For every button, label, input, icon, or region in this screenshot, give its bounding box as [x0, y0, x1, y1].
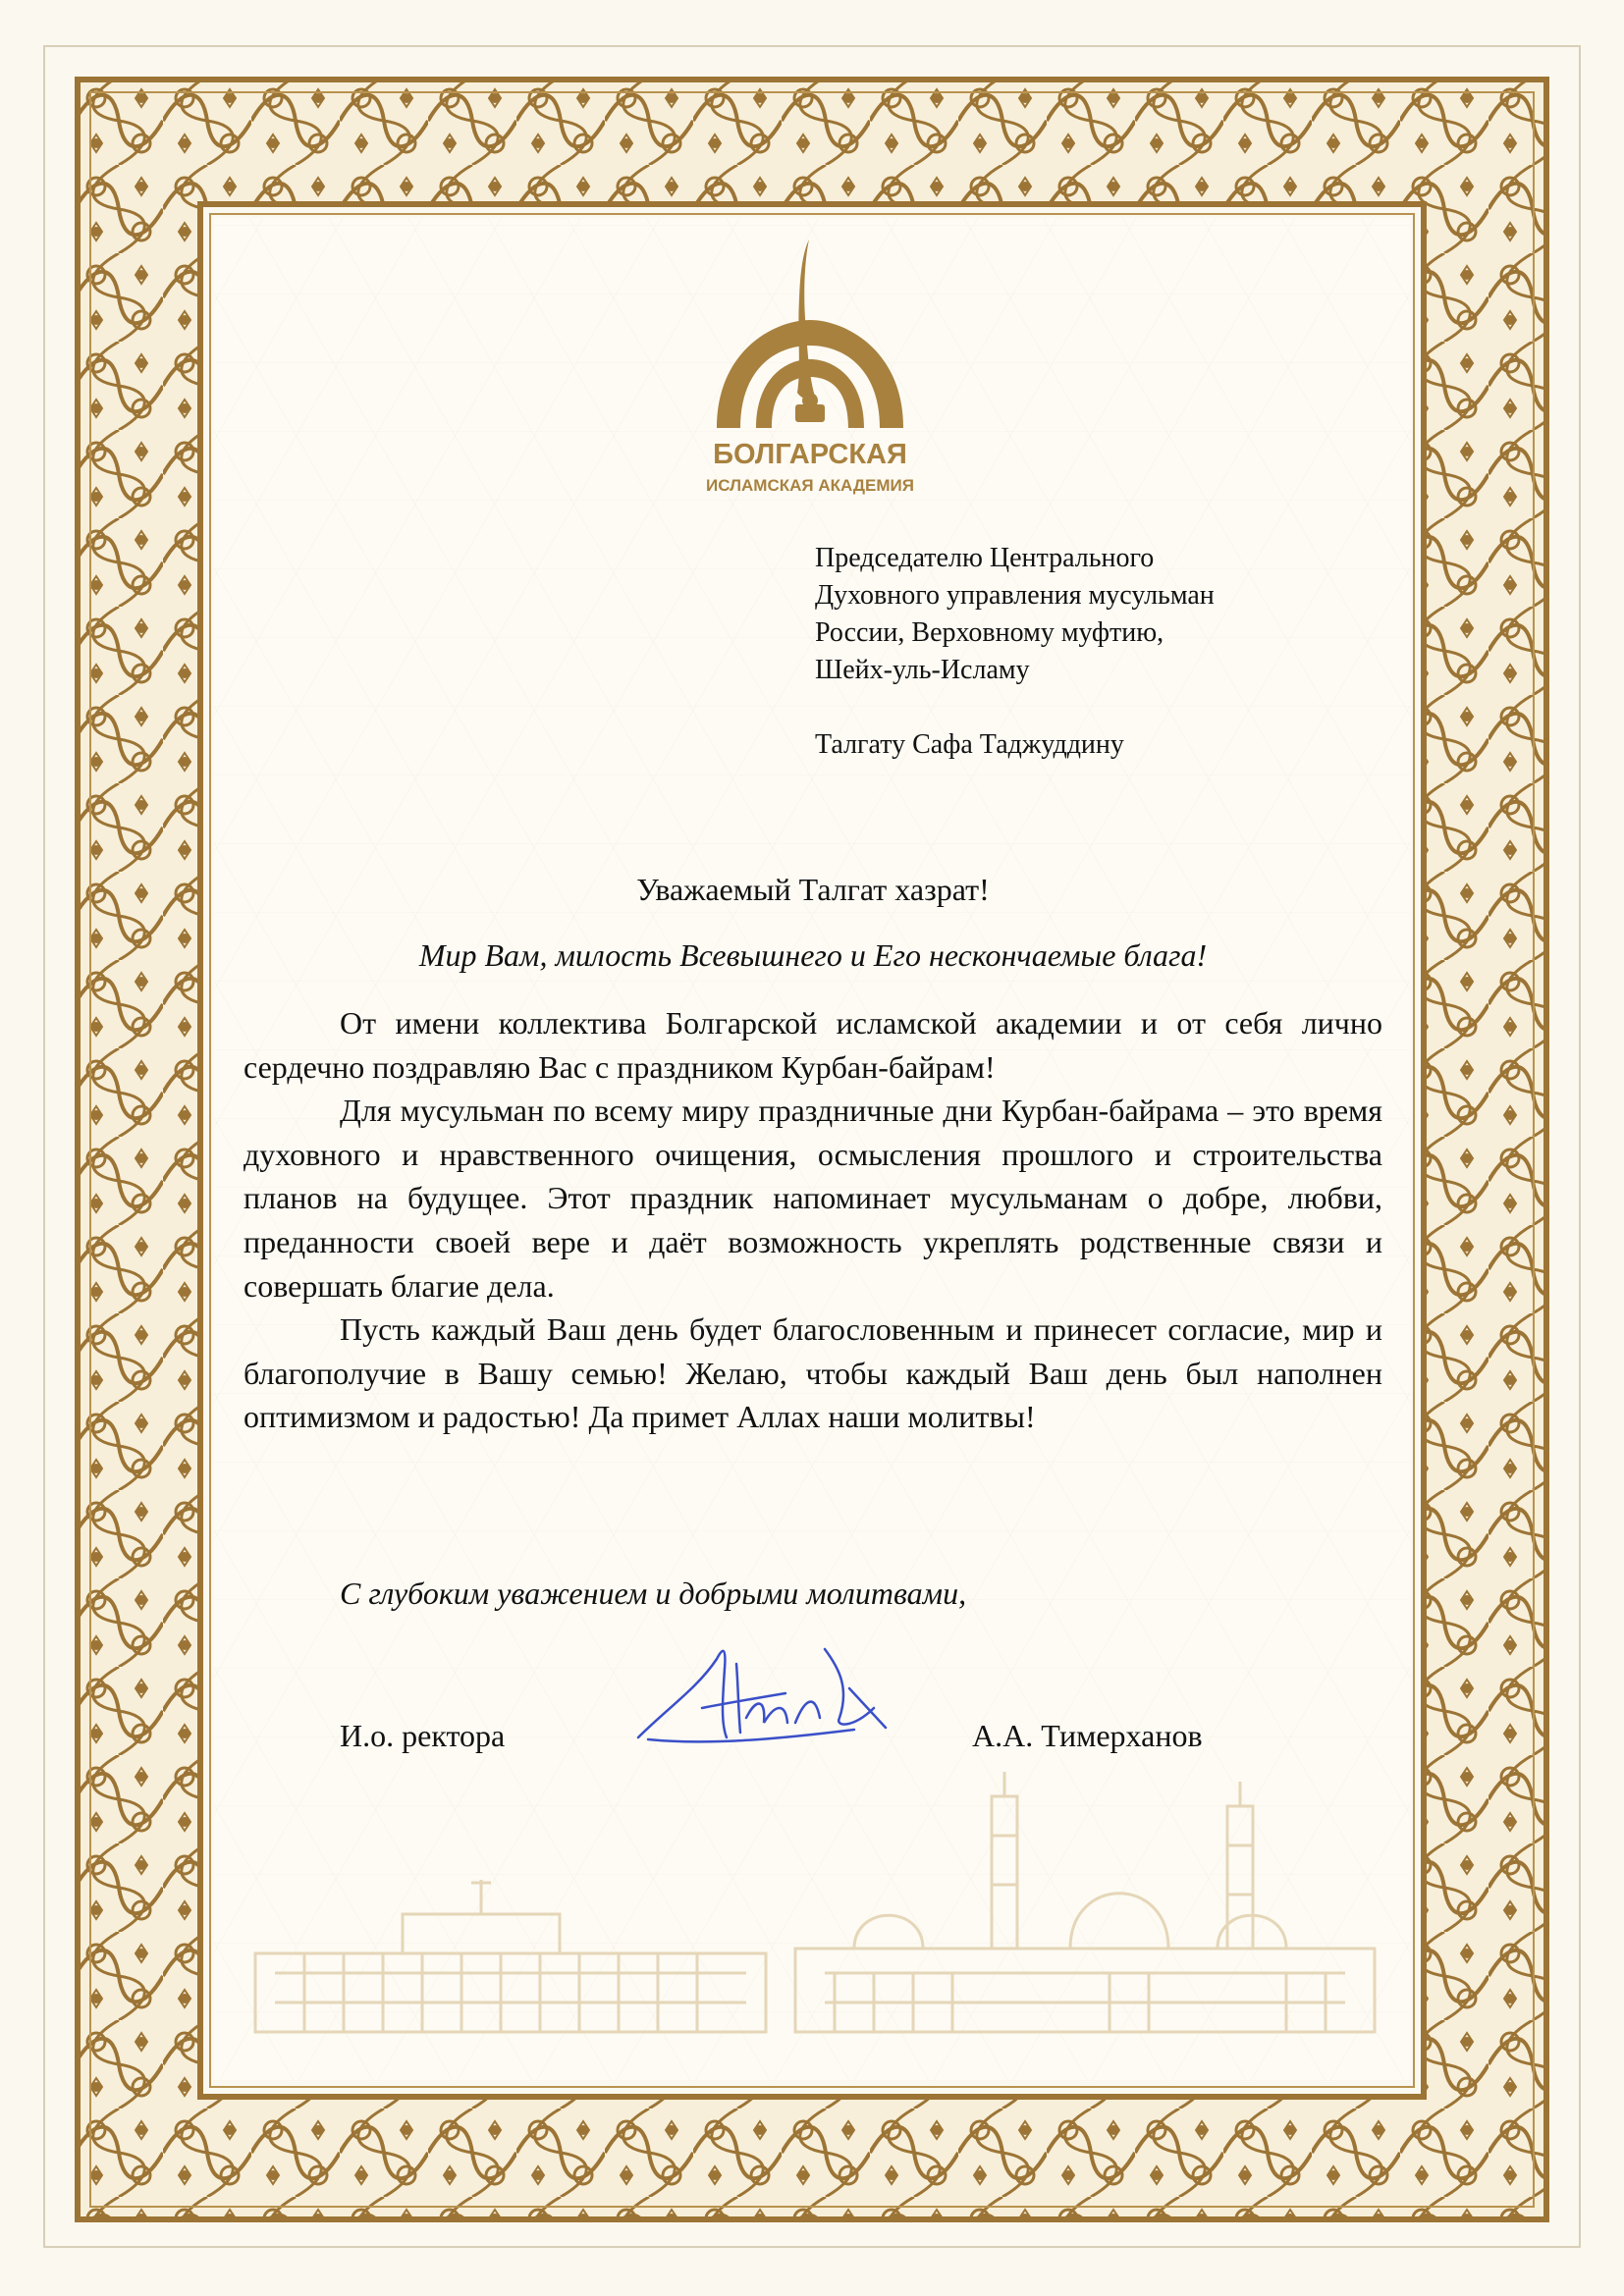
- addressee-line: Духовного управления мусульман: [815, 580, 1215, 611]
- addressee-line: Председателю Центрального: [815, 543, 1155, 573]
- signer-position: И.о. ректора: [340, 1718, 506, 1753]
- paragraph: Пусть каждый Ваш день будет благословенным и принесет согласие, мир и благополучие в Вашу семью! Желаю, чтобы каждый Ваш день был наполнен оптимизмом и радостью! Да примет Аллах наши молитвы!: [244, 1311, 1382, 1435]
- addressee-line: России, Верховному муфтию,: [815, 617, 1164, 648]
- paragraph: От имени коллектива Болгарской исламской академии и от себя лично сердечно поздравляю Вас с праздником Курбан-байрам!: [244, 1005, 1382, 1085]
- signer-name: А.А. Тимерханов: [972, 1718, 1203, 1753]
- closing-phrase: С глубоким уважением и добрыми молитвами,: [340, 1575, 967, 1611]
- mosque-dome-pen-icon: [717, 240, 903, 428]
- mosque-skyline-watermark: [245, 1757, 1384, 2042]
- addressee-name: Талгату Сафа Таджуддину: [815, 729, 1124, 760]
- salutation: Уважаемый Талгат хазрат!: [636, 872, 990, 907]
- addressee-line: Шейх-уль-Исламу: [815, 655, 1030, 685]
- letter-body: [244, 1001, 1382, 1439]
- logo-subtitle: ИСЛАМСКАЯ АКАДЕМИЯ: [706, 476, 914, 495]
- blessing: Мир Вам, милость Всевышнего и Его нескончаемые блага!: [418, 937, 1208, 973]
- academy-logo: [687, 232, 933, 507]
- paragraph: Для мусульман по всему миру праздничные дни Курбан-байрама – это время духовного и нравственного очищения, осмысления прошлого и строительства планов на будущее. Этот праздник напоминает мусульманам о добре, любви, преданности своей вере и даёт возможность укреплять родственные связи и совершать благие дела.: [244, 1093, 1382, 1304]
- handwritten-signature: [628, 1629, 893, 1762]
- logo-title: БОЛГАРСКАЯ: [713, 439, 907, 470]
- addressee-block: [815, 540, 1424, 764]
